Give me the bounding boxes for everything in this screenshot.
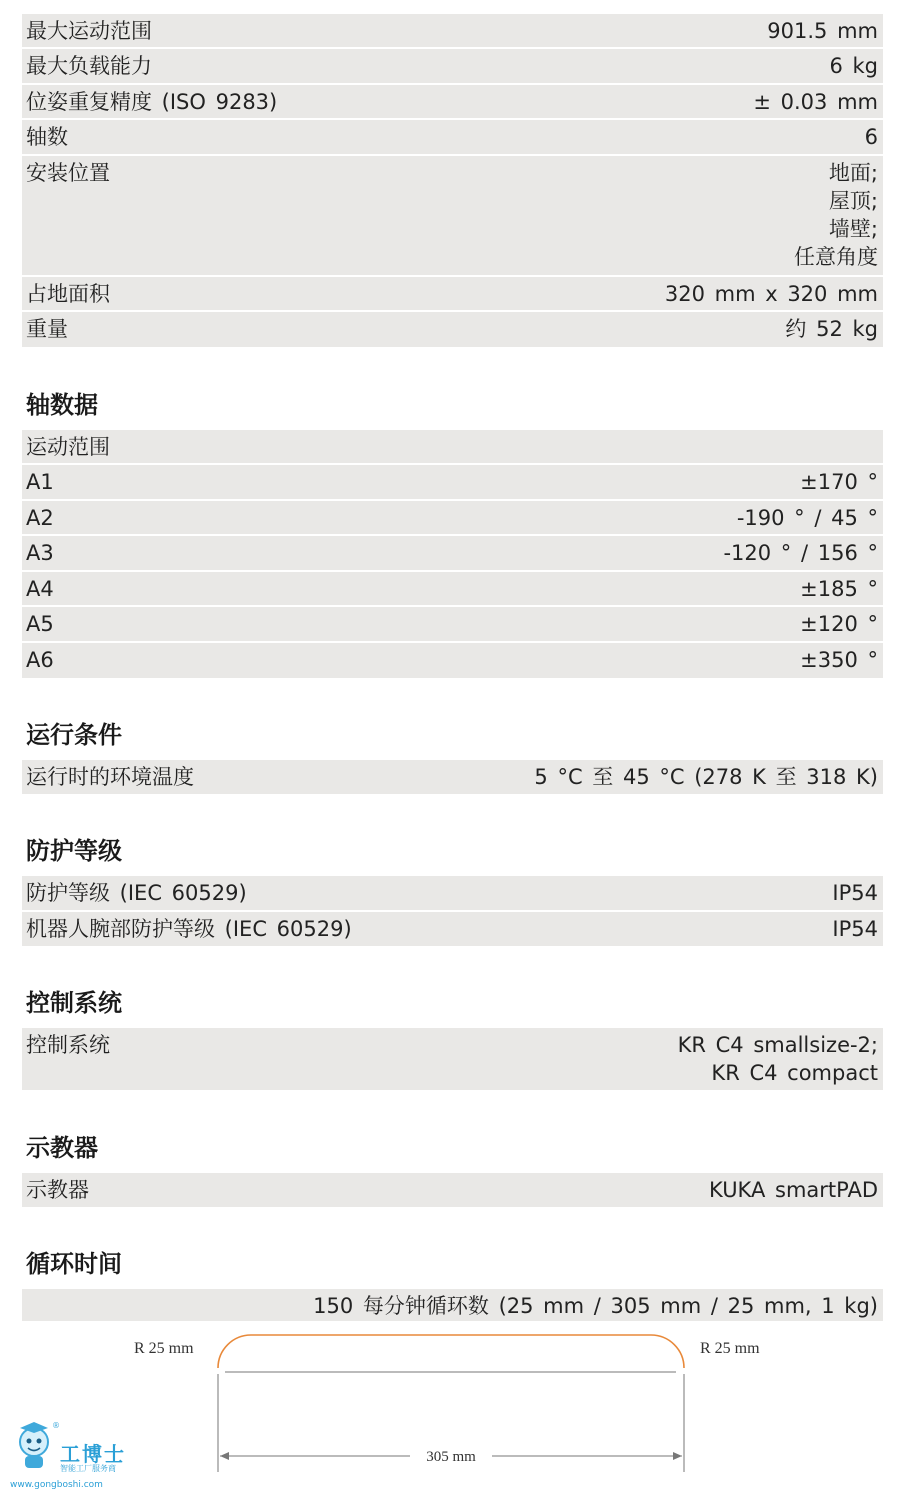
spec-label: 最大运动范围	[26, 19, 152, 43]
axis-label: A4	[26, 577, 54, 601]
spec-value: 地面; 屋顶; 墙壁; 任意角度	[794, 161, 878, 269]
cycle-table	[22, 1289, 883, 1321]
protection-value: IP54	[832, 917, 878, 941]
axis-value: ±120 °	[800, 612, 878, 636]
spec-label: 安装位置	[26, 161, 110, 185]
spec-value: 约 52 kg	[785, 317, 878, 341]
axis-label: A3	[26, 541, 54, 565]
spec-value: ± 0.03 mm	[753, 90, 878, 114]
section-title-axis: 轴数据	[26, 391, 98, 419]
logo-url: www.gongboshi.com	[10, 1480, 103, 1490]
axis-label: A1	[26, 470, 54, 494]
section-title-protection: 防护等级	[26, 837, 122, 865]
axis-value: -190 ° / 45 °	[736, 506, 878, 530]
spec-value: 901.5 mm	[767, 19, 878, 43]
dimension-arrow-left	[220, 1452, 229, 1460]
control-value: KR C4 smallsize-2; KR C4 compact	[677, 1033, 878, 1085]
protection-value: IP54	[832, 881, 878, 905]
spec-row	[22, 120, 883, 156]
dimension-arrow-right	[673, 1452, 682, 1460]
spec-row	[22, 277, 883, 312]
svg-text:®: ®	[52, 1421, 60, 1430]
operating-table	[22, 760, 883, 794]
spec-label: 占地面积	[26, 282, 110, 306]
control-row	[22, 1028, 883, 1090]
section-title-control: 控制系统	[26, 989, 122, 1017]
cycle-path-curve	[218, 1335, 684, 1368]
axis-label: A6	[26, 648, 54, 672]
radius-label-right: R 25 mm	[700, 1340, 760, 1357]
radius-label-left: R 25 mm	[134, 1340, 194, 1357]
spec-value: 6 kg	[829, 54, 878, 78]
spec-row	[22, 156, 883, 277]
axis-row	[22, 501, 883, 536]
axis-value: ±350 °	[800, 648, 878, 672]
spec-label: 位姿重复精度 (ISO 9283)	[26, 90, 278, 114]
spec-row	[22, 49, 883, 85]
axis-row	[22, 607, 883, 643]
control-label: 控制系统	[26, 1033, 110, 1057]
protection-row	[22, 876, 883, 912]
pendant-label: 示教器	[26, 1178, 89, 1202]
axis-row	[22, 536, 883, 572]
pendant-value: KUKA smartPAD	[708, 1178, 878, 1202]
logo-name: 工博士	[60, 1442, 126, 1466]
control-table	[22, 1028, 883, 1090]
spec-label: 轴数	[26, 125, 68, 149]
spec-label: 最大负载能力	[26, 54, 152, 78]
operating-row	[22, 760, 883, 794]
axis-value: ±170 °	[800, 470, 878, 494]
logo-tagline: 智能工厂服务商	[60, 1464, 116, 1473]
axis-label: A5	[26, 612, 54, 636]
section-title-operating: 运行条件	[26, 721, 122, 749]
gongboshi-logo	[8, 1418, 148, 1498]
protection-label: 机器人腕部防护等级 (IEC 60529)	[26, 917, 352, 941]
section-title-pendant: 示教器	[26, 1134, 98, 1162]
spec-value: 6	[864, 125, 878, 149]
pendant-row	[22, 1173, 883, 1207]
spec-value: 320 mm x 320 mm	[664, 282, 878, 306]
cycle-row	[22, 1289, 883, 1321]
axis-row	[22, 572, 883, 607]
axis-row	[22, 465, 883, 501]
axis-subheader: 运动范围	[22, 430, 883, 465]
operating-label: 运行时的环境温度	[26, 765, 194, 789]
spec-row	[22, 85, 883, 120]
cycle-value: 150 每分钟循环数 (25 mm / 305 mm / 25 mm, 1 kg)	[313, 1294, 878, 1318]
width-label: 305 mm	[426, 1449, 476, 1465]
axis-value: -120 ° / 156 °	[723, 541, 878, 565]
spec-label: 重量	[26, 317, 68, 341]
protection-label: 防护等级 (IEC 60529)	[26, 881, 247, 905]
protection-table	[22, 876, 883, 946]
pendant-table	[22, 1173, 883, 1207]
axis-label: A2	[26, 506, 54, 530]
operating-value: 5 °C 至 45 °C (278 K 至 318 K)	[534, 765, 878, 789]
spec-row	[22, 312, 883, 347]
axis-row	[22, 643, 883, 678]
spec-row	[22, 14, 883, 49]
spec-table	[22, 14, 883, 347]
axis-table	[22, 430, 883, 678]
section-title-cycle: 循环时间	[26, 1250, 122, 1278]
protection-row	[22, 912, 883, 946]
axis-value: ±185 °	[800, 577, 878, 601]
